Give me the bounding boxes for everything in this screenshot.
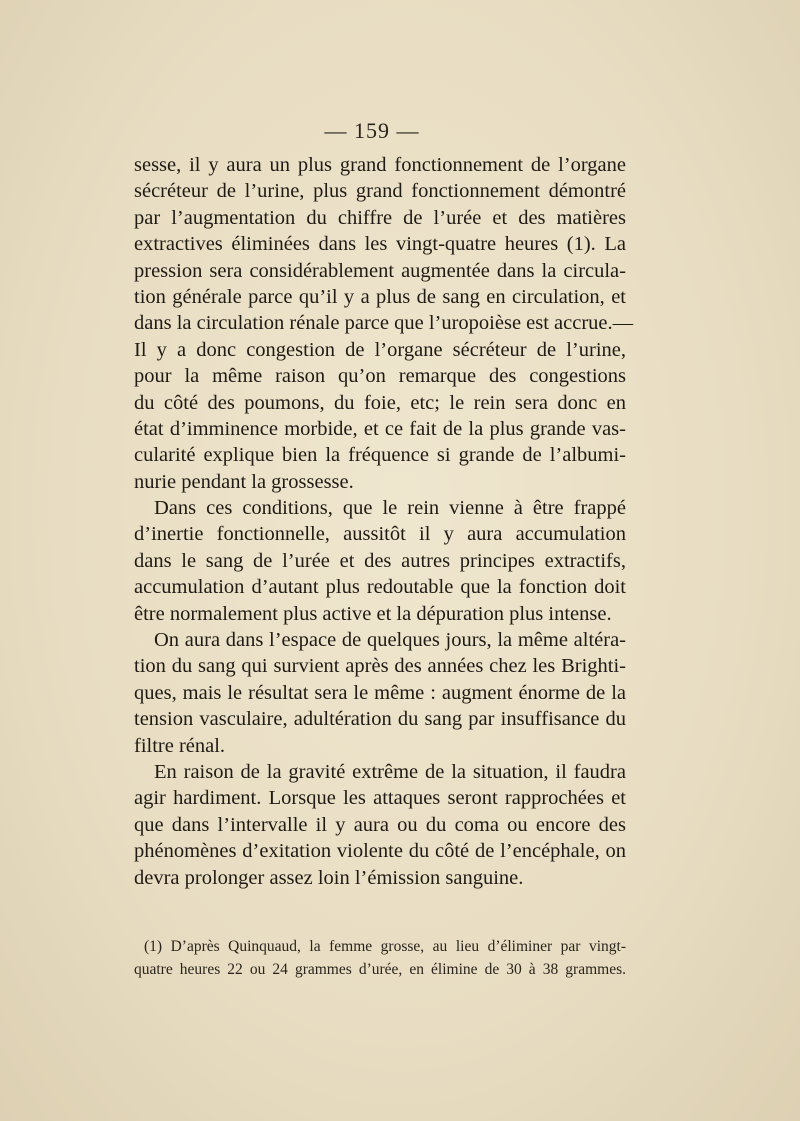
text-line: sécréteur de l’urine, plus grand fonctionnement démontré bbox=[134, 180, 626, 203]
paragraph bbox=[134, 627, 626, 759]
text-line: On aura dans l’espace de quelques jours, la même altéra- bbox=[154, 629, 626, 652]
text-line: par l’augmentation du chiffre de l’urée et des matières bbox=[134, 206, 626, 229]
text-line: filtre rénal. bbox=[134, 734, 226, 757]
text-line: tion générale parce qu’il y a plus de sang en circulation, et bbox=[134, 285, 626, 308]
footnote-line: quatre heures 22 ou 24 grammes d’urée, en élimine de 30 à 38 grammes. bbox=[134, 961, 626, 978]
text-line: du côté des poumons, du foie, etc; le rein sera donc en bbox=[134, 391, 626, 414]
text-line: agir hardiment. Lorsque les attaques seront rapprochées et bbox=[134, 787, 626, 810]
text-line: sesse, il y aura un plus grand fonctionnement de l’organe bbox=[134, 154, 626, 176]
text-line: que dans l’intervalle il y aura ou du coma ou encore des bbox=[134, 813, 626, 836]
text-line: En raison de la gravité extrême de la situation, il faudra bbox=[154, 760, 626, 783]
paragraph bbox=[134, 495, 626, 627]
text-line: dans le sang de l’urée et des autres principes extractifs, bbox=[134, 549, 626, 572]
text-line: pour la même raison qu’on remarque des congestions bbox=[134, 365, 626, 388]
text-line: pression sera considérablement augmentée dans la circula- bbox=[134, 259, 626, 282]
paragraph bbox=[134, 759, 626, 891]
text-line: état d’imminence morbide, et ce fait de la plus grande vas- bbox=[134, 417, 626, 440]
body-text bbox=[134, 152, 634, 891]
text-line: être normalement plus active et la dépuration plus intense. bbox=[134, 602, 612, 625]
text-line: Il y a donc congestion de l’organe sécréteur de l’urine, bbox=[134, 338, 626, 361]
text-line: ques, mais le résultat sera le même : augment énorme de la bbox=[134, 681, 626, 704]
page-number: — 159 — bbox=[324, 118, 420, 143]
text-line: tion du sang qui survient après des années chez les Brighti- bbox=[134, 655, 626, 678]
text-line: devra prolonger assez loin l’émission sanguine. bbox=[134, 866, 524, 889]
text-line: Dans ces conditions, que le rein vienne à être frappé bbox=[154, 497, 626, 520]
text-line: accumulation d’autant plus redoutable que la fonction doit bbox=[134, 576, 626, 599]
paragraph bbox=[134, 152, 634, 495]
text-line: extractives éliminées dans les vingt-quatre heures (1). La bbox=[134, 233, 626, 256]
text-line: phénomènes d’exitation violente du côté de l’encéphale, on bbox=[134, 840, 626, 863]
text-line: cularité explique bien la fréquence si grande de l’albumi- bbox=[134, 444, 626, 467]
text-line: tension vasculaire, adultération du sang par insuffisance du bbox=[134, 708, 626, 731]
text-line: nurie pendant la grossesse. bbox=[134, 470, 354, 493]
text-line: d’inertie fonctionnelle, aussitôt il y aura accumulation bbox=[134, 523, 626, 546]
footnote-line: (1) D’après Quinquaud, la femme grosse, au lieu d’éliminer par vingt- bbox=[144, 938, 626, 955]
footnote bbox=[134, 935, 626, 981]
text-line: dans la circulation rénale parce que l’uropoièse est accrue.— bbox=[134, 312, 634, 335]
